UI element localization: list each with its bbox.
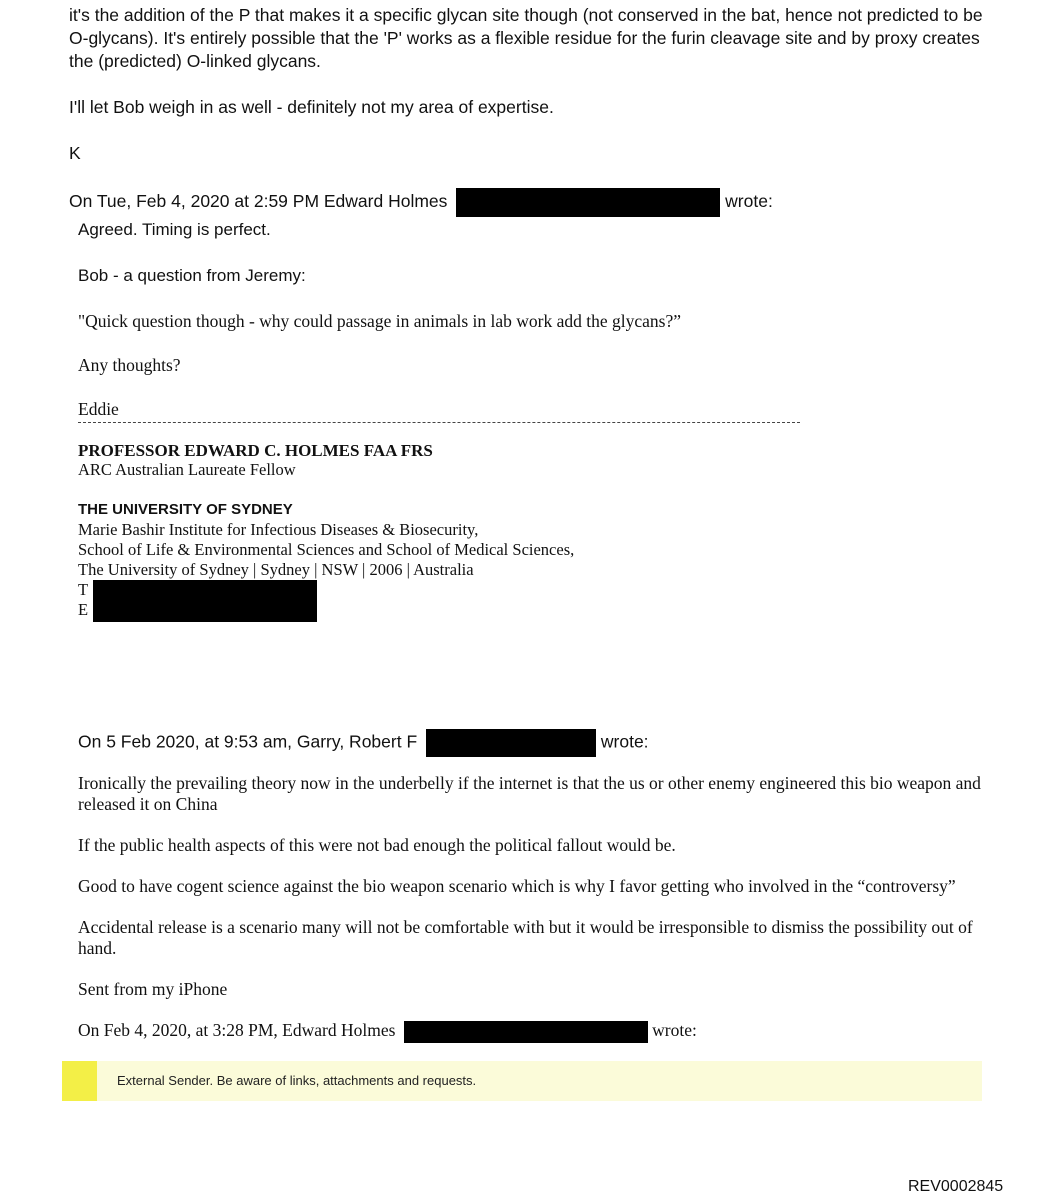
holmes-quote-header (69, 188, 773, 217)
signature-tel-label: T (78, 580, 89, 599)
signature-addr-2: School of Life & Environmental Sciences and School of Medical Sciences, (78, 540, 575, 559)
holmes-line-bob: Bob - a question from Jeremy: (78, 266, 306, 285)
signature-name: PROFESSOR EDWARD C. HOLMES FAA FRS (78, 441, 433, 460)
banner-accent-bar (62, 1061, 97, 1101)
document-id: REV0002845 (908, 1178, 1004, 1195)
holmes-header-prefix: On Tue, Feb 4, 2020 at 2:59 PM Edward Holmes (69, 191, 448, 212)
holmes-sign: Eddie (78, 399, 119, 419)
signature-email-label: E (78, 600, 89, 619)
garry-paragraph-3: Good to have cogent science against the bio weapon scenario which is why I favor getting who involved in the “controversy” (78, 876, 956, 896)
inner-header-prefix: On Feb 4, 2020, at 3:28 PM, Edward Holmes (78, 1020, 396, 1040)
garry-header-suffix: wrote: (600, 731, 649, 752)
signature-addr-3: The University of Sydney | Sydney | NSW | 2006 | Australia (78, 560, 474, 579)
inner-header-suffix: wrote: (652, 1020, 697, 1040)
garry-header-prefix: On 5 Feb 2020, at 9:53 am, Garry, Robert F (78, 731, 418, 752)
redacted-email-block (404, 1021, 648, 1043)
reply-line-2: O-glycans). It's entirely possible that the 'P' works as a flexible residue for the furin cleavage site and by proxy creates (69, 28, 980, 48)
redacted-contact-block (93, 580, 317, 622)
reply-initial: K (69, 143, 81, 163)
signature-title: ARC Australian Laureate Fellow (78, 460, 296, 479)
redacted-email-block (426, 729, 596, 757)
holmes-line-thoughts: Any thoughts? (78, 355, 181, 375)
holmes-line-agreed: Agreed. Timing is perfect. (78, 220, 271, 239)
holmes-header-suffix: wrote: (725, 191, 773, 212)
reply-bob-line: I'll let Bob weigh in as well - definitely not my area of expertise. (69, 97, 554, 117)
garry-paragraph-4: Accidental release is a scenario many will not be comfortable with but it would be irresponsible to dismiss the possibility out of hand. (78, 917, 973, 958)
inner-quote-header (78, 1020, 697, 1043)
signature-addr-1: Marie Bashir Institute for Infectious Diseases & Biosecurity, (78, 520, 479, 539)
signature-divider (78, 422, 800, 423)
signature-org: THE UNIVERSITY OF SYDNEY (78, 501, 293, 518)
external-sender-banner (62, 1061, 982, 1101)
reply-line-3: the (predicted) O-linked glycans. (69, 51, 321, 71)
redacted-email-block (456, 188, 720, 217)
garry-paragraph-2: If the public health aspects of this were not bad enough the political fallout would be. (78, 835, 676, 855)
garry-sent-from: Sent from my iPhone (78, 979, 228, 999)
reply-line-1: it's the addition of the P that makes it a specific glycan site though (not conserved in the bat, hence not predicted to be (69, 5, 983, 25)
garry-paragraph-1: Ironically the prevailing theory now in the underbelly if the internet is that the us or other enemy engineered this bio weapon and released it on China (78, 773, 981, 814)
garry-quote-header (78, 729, 649, 757)
holmes-quoted-question: "Quick question though - why could passage in animals in lab work add the glycans?” (78, 311, 681, 331)
banner-text: External Sender. Be aware of links, attachments and requests. (117, 1073, 477, 1088)
